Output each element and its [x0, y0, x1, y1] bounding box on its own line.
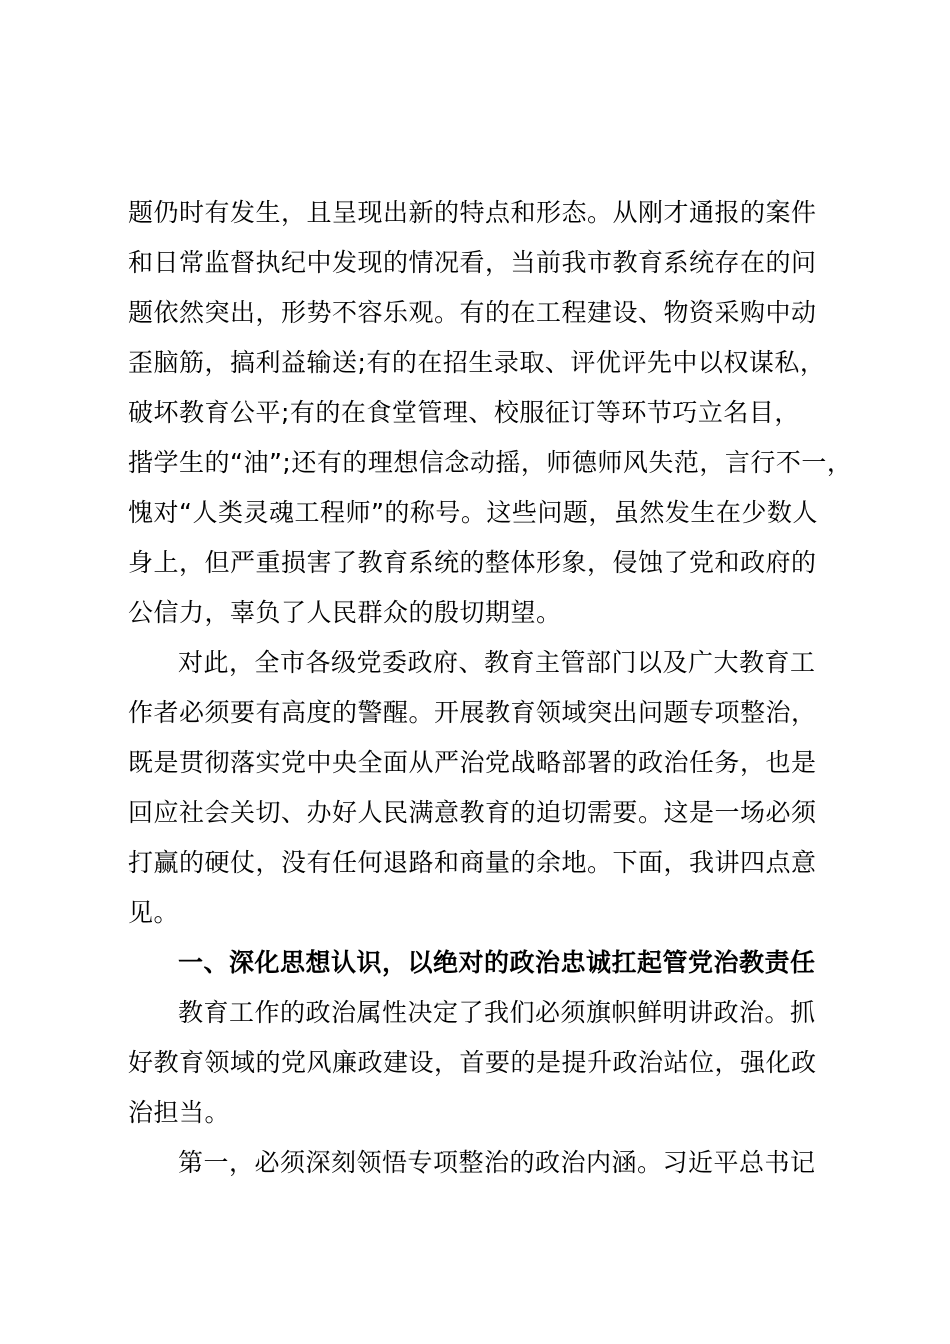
text-line: 打赢的硬仗，没有任何退路和商量的余地。下面，我讲四点意	[128, 848, 817, 877]
text-line: 破坏教育公平;有的在食堂管理、校服征订等环节巧立名目，	[128, 398, 800, 427]
text-line: 好教育领域的党风廉政建设，首要的是提升政治站位，强化政	[128, 1048, 817, 1077]
document-body	[128, 188, 853, 1188]
text-line: 歪脑筋，搞利益输送;有的在招生录取、评优评先中以权谋私，	[128, 348, 826, 377]
paragraph-start-line: 对此，全市各级党委政府、教育主管部门以及广大教育工	[178, 648, 816, 677]
text-line: 既是贯彻落实党中央全面从严治党战略部署的政治任务，也是	[128, 748, 817, 777]
text-line: 题仍时有发生，且呈现出新的特点和形态。从刚才通报的案件	[128, 198, 817, 227]
paragraph-start-line: 第一，必须深刻领悟专项整治的政治内涵。习近平总书记	[178, 1148, 816, 1177]
text-line: 回应社会关切、办好人民满意教育的迫切需要。这是一场必须	[128, 798, 817, 827]
text-line: 揩学生的“油”;还有的理想信念动摇，师德师风失范，言行不一，	[128, 448, 853, 477]
text-line: 治担当。	[128, 1098, 231, 1127]
text-line: 和日常监督执纪中发现的情况看，当前我市教育系统存在的问	[128, 248, 817, 277]
text-line: 见。	[128, 898, 180, 927]
section-heading: 一、深化思想认识，以绝对的政治忠诚扛起管党治教责任	[178, 948, 816, 977]
text-line: 公信力，辜负了人民群众的殷切期望。	[128, 598, 562, 627]
text-line: 题依然突出，形势不容乐观。有的在工程建设、物资采购中动	[128, 298, 817, 327]
text-line: 愧对“人类灵魂工程师”的称号。这些问题，虽然发生在少数人	[128, 498, 818, 527]
text-line: 身上，但严重损害了教育系统的整体形象，侵蚀了党和政府的	[128, 548, 817, 577]
paragraph-start-line: 教育工作的政治属性决定了我们必须旗帜鲜明讲政治。抓	[178, 998, 816, 1027]
text-line: 作者必须要有高度的警醒。开展教育领域突出问题专项整治，	[128, 698, 817, 727]
